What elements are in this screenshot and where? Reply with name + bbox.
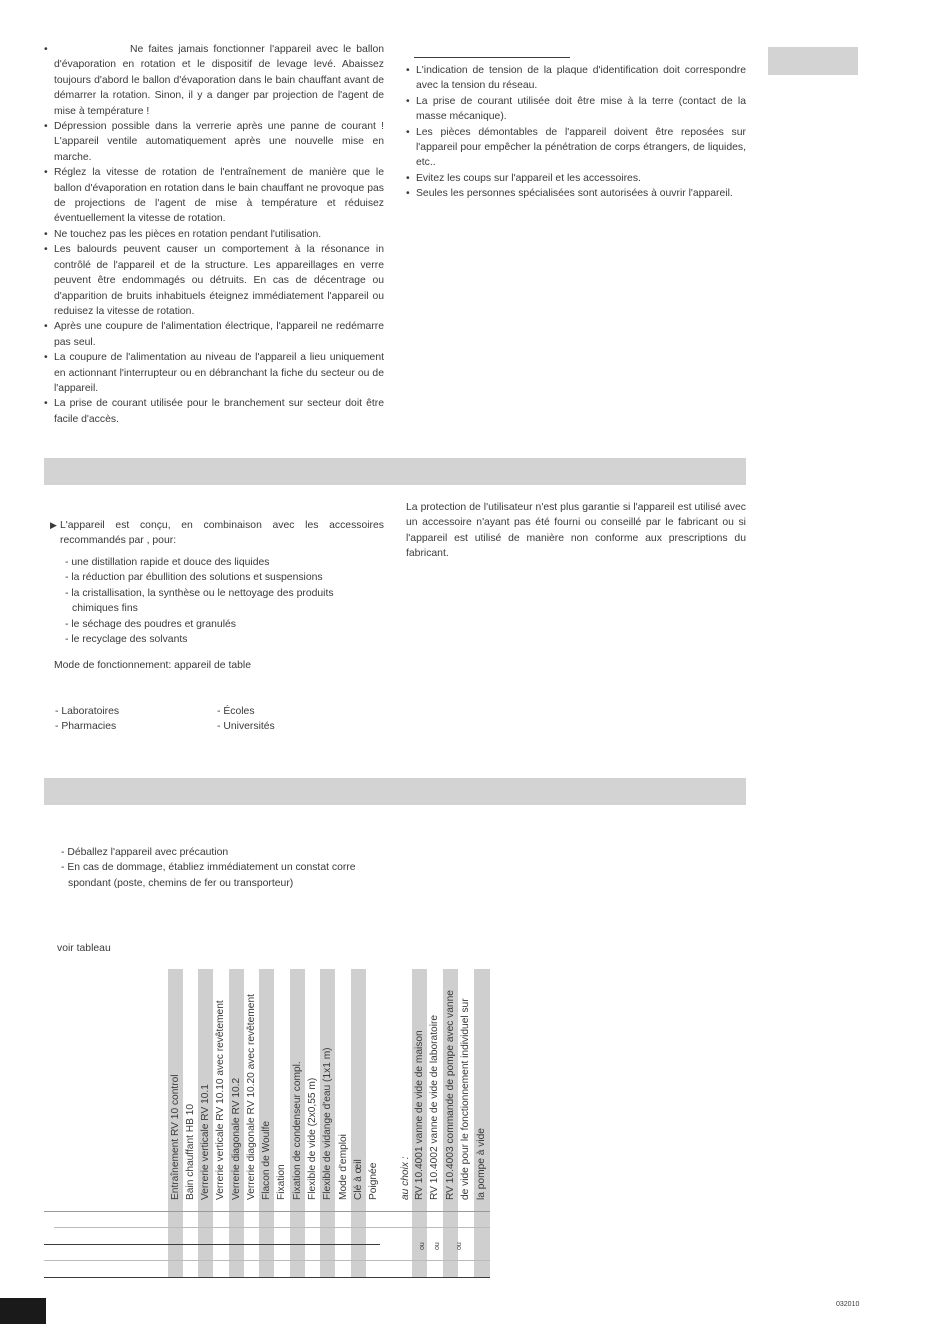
safety-bullet: • Ne faites jamais fonctionner l'appareil avec le ballon d'évaporation en rotation et le dispositif de levage levé. Abaissez toujours d'abord le ballon d'évaporation dans le bain chauffant avant de démarrer la rotation. Sinon, il y a danger par projection de l'agent de mise à température ! — [44, 42, 384, 119]
table-column-header: Verrerie verticale RV 10.10 avec revêtement — [215, 1000, 226, 1200]
table-ou: ou — [419, 1242, 426, 1250]
safety-bullet: • Après une coupure de l'alimentation électrique, l'appareil ne redémarre pas seul. — [44, 319, 384, 350]
protection-note: La protection de l'utilisateur n'est plus garantie si l'appareil est utilisé avec un accessoire n'ayant pas été fourni ou conseillé par le fabricant ou si l'appareil est utilisé de manière non conforme aux prescriptions du fabricant. — [406, 502, 746, 560]
section-band-usage — [44, 458, 746, 485]
table-column-header: Verrerie verticale RV 10.1 — [200, 1084, 211, 1200]
operating-mode: Mode de fonctionnement: appareil de table — [54, 660, 251, 671]
header-tab — [768, 47, 858, 75]
safety-bullet: • L'indication de tension de la plaque d'identification doit correspondre avec la tension du réseau. — [406, 63, 746, 94]
safety-bullet: • La prise de courant utilisée doit être mise à la terre (contact de la masse mécanique). — [406, 94, 746, 125]
table-rule — [44, 1211, 490, 1212]
unpacking-item: - En cas de dommage, établiez immédiatement un constat corre spondant (poste, chemins de fer ou transporteur) — [61, 862, 356, 889]
usage-item: - le recyclage des solvants — [65, 634, 188, 646]
table-column-header: RV 10.4002 vanne de vide de laboratoire — [429, 1014, 440, 1200]
safety-bullet: • Dépression possible dans la verrerie après une panne de courant ! L'appareil ventile automatiquement après une nouvelle mise en marche. — [44, 119, 384, 165]
table-rule — [44, 1244, 380, 1245]
see-table: voir tableau — [57, 943, 111, 954]
table-column-header: Flexible de vidange d'eau (1x1 m) — [322, 1047, 333, 1200]
table-column-header: Poignée — [368, 1162, 379, 1200]
page-number-tab — [0, 1298, 46, 1324]
table-choice-label: au choix : — [400, 1156, 411, 1200]
table-column-header: RV 10.4001 vanne de vide de maison — [414, 1030, 425, 1200]
table-column-header: Mode d'emploi — [338, 1134, 349, 1200]
unpacking-list — [54, 845, 384, 891]
places-right: - Écoles - Universités — [217, 706, 275, 733]
safety-bullet: • La coupure de l'alimentation au niveau de l'appareil a lieu uniquement en actionnant l'interrupteur ou en débranchant la fiche du secteur ou de l'appareil. — [44, 350, 384, 396]
safety-bullet: • Les pièces démontables de l'appareil doivent être reposées sur l'appareil pour empêcher la pénétration de corps étrangers, de liquides, etc.. — [406, 125, 746, 171]
usage-intro: ▶ L'appareil est conçu, en combinaison avec les accessoires recommandés par , pour: — [50, 520, 384, 547]
heading-rule — [414, 57, 570, 58]
table-column-header: Fixation de condenseur compl. — [292, 1061, 303, 1200]
safety-bullet: • Réglez la vitesse de rotation de l'entraînement de manière que le ballon d'évaporation en rotation dans le bain chauffant ne provoque pas de projections de l'agent de mise à température et réduisez éventuellement la vitesse de rotation. — [44, 165, 384, 227]
table-rule — [54, 1227, 490, 1228]
footer-code: 032010 — [836, 1301, 860, 1308]
triangle-icon: ▶ — [50, 520, 57, 530]
table-ou: ou — [456, 1242, 463, 1250]
usage-item: - le séchage des poudres et granulés — [65, 618, 236, 630]
table-rule — [44, 1277, 490, 1278]
usage-item: - la réduction par ébullition des solutions et suspensions — [65, 572, 323, 584]
safety-list-right — [406, 63, 746, 202]
table-column-header: Flexible de vide (2x0,55 m) — [307, 1077, 318, 1200]
table-shade — [474, 969, 490, 1278]
table-column-header: RV 10.4003 commande de pompe avec vanne — [445, 990, 456, 1200]
table-column-header: Verrerie diagonale RV 10.20 avec revêtement — [246, 994, 257, 1200]
unpacking-item: - Déballez l'appareil avec précaution — [61, 847, 229, 858]
places-left: - Laboratoires - Pharmacies — [55, 706, 120, 733]
table-shade — [351, 969, 366, 1278]
section-band-unpacking — [44, 778, 746, 805]
safety-bullet: • Seules les personnes spécialisées sont autorisées à ouvrir l'appareil. — [406, 186, 746, 201]
usage-item: - la cristallisation, la synthèse ou le nettoyage des produits chimiques fins — [65, 587, 334, 615]
safety-bullet: • Evitez les coups sur l'appareil et les accessoires. — [406, 171, 746, 186]
table-column-header: Bain chauffant HB 10 — [185, 1103, 196, 1200]
table-column-header: de vide pour le fonctionnement individuel sur — [460, 998, 471, 1200]
table-column-header: Clé à œil — [353, 1159, 364, 1200]
table-column-header: Flacon de Woulfe — [261, 1120, 272, 1200]
table-rule — [44, 1260, 490, 1261]
usage-list — [58, 555, 378, 647]
table-column-header: Fixation — [276, 1164, 287, 1200]
table-column-header: la pompe à vide — [476, 1128, 487, 1200]
safety-bullet: • La prise de courant utilisée pour le branchement sur secteur doit être facile d'accès. — [44, 396, 384, 427]
safety-list-left — [44, 42, 384, 427]
safety-bullet: • Ne touchez pas les pièces en rotation pendant l'utilisation. — [44, 227, 384, 242]
safety-bullet: • Les balourds peuvent causer un comportement à la résonance in contrôlé de l'appareil et de la structure. Les appareillages en verre peuvent être endommagés ou détruits. En cas de décentrage ou d'apparition de bruits inhabituels éteignez immédiatement l'appareil ou reduisez la vitesse de rotation. — [44, 242, 384, 319]
table-ou: ou — [434, 1242, 441, 1250]
usage-item: - une distillation rapide et douce des liquides — [65, 557, 270, 568]
table-column-header: Entraînement RV 10 control — [170, 1074, 181, 1200]
table-column-header: Verrerie diagonale RV 10.2 — [231, 1077, 242, 1200]
